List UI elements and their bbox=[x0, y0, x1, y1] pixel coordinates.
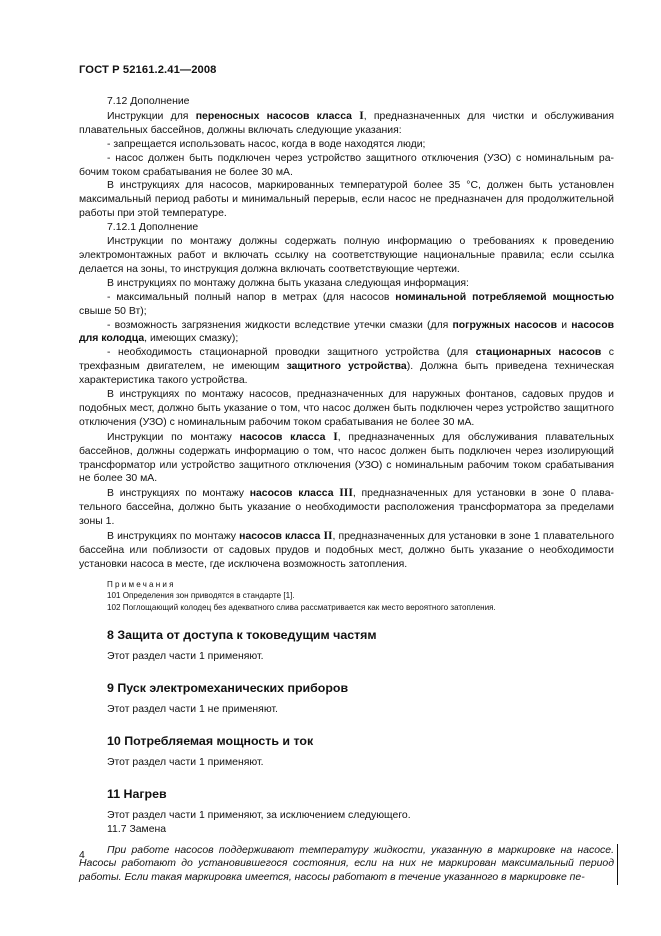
clause-11-7-title: 11.7 Замена bbox=[107, 823, 167, 835]
document-header: ГОСТ Р 52161.2.41—2008 bbox=[79, 64, 217, 76]
text-run: , предназначенных для чистки и обслуживания плавательных бассейнов, должны включать следующие указания: bbox=[79, 110, 615, 136]
clause-7-12-paragraph-1 bbox=[79, 109, 614, 138]
text-run: , предназначенных для обслуживания плавательных бассейнов, должны содержать информацию о том, что насос должен быть подключен через изолирующий трансформатор или устройство защитного отключения (УЗО) с номинальным рабочим током срабатывания не более 30 мА. bbox=[79, 431, 614, 485]
text-run: - возможность загрязнения жидкости вследствие утечки смазки (для bbox=[107, 319, 453, 331]
section-8 bbox=[79, 628, 614, 664]
section-10-heading: 10 Потребляемая мощность и ток bbox=[107, 733, 314, 748]
section-11-heading: 11 Нагрев bbox=[107, 786, 167, 801]
section-9-heading: 9 Пуск электромеханических приборов bbox=[107, 680, 349, 695]
replacement-text-block bbox=[79, 844, 618, 886]
defined-term: защитного устройства bbox=[286, 361, 407, 373]
clause-7-12-paragraph-2: В инструкциях для насосов, маркированных температурой более 35 °С, должен быть установлен максимальный период работы и минимальный перерыв, если насос не предназначен для продолжительной работы при этой температуре. bbox=[79, 180, 614, 220]
text-run: с трехфазным двигателем, не имеющим bbox=[79, 347, 614, 373]
clause-7-12-title: 7.12 Дополнение bbox=[107, 96, 190, 107]
section-10 bbox=[79, 734, 614, 770]
clause-7-12-1-item-3 bbox=[79, 346, 614, 388]
class-numeral: III bbox=[339, 486, 353, 500]
defined-term: стационарных насосов bbox=[475, 347, 602, 359]
text-run: Инструкции для bbox=[107, 110, 196, 122]
defined-term: погружных насосов bbox=[452, 319, 558, 331]
text-run: В инструкциях по монтажу bbox=[107, 531, 240, 543]
text-run: свыше 50 Вт); bbox=[79, 305, 147, 317]
page-content bbox=[79, 95, 614, 885]
clause-7-12-item-1: - запрещается использовать насос, когда в воде находятся люди; bbox=[107, 138, 426, 150]
section-11 bbox=[79, 787, 614, 886]
defined-term: насосов класса bbox=[239, 531, 324, 543]
text-run: и bbox=[557, 319, 572, 331]
note-102: 102 Поглощающий колодец без адекватного слива рассматривается как место вероятного затопления. bbox=[107, 602, 496, 612]
section-11-text: Этот раздел части 1 применяют, за исключением следующего. bbox=[107, 809, 411, 821]
clause-7-12-item-2: - насос должен быть подключен через устройство защитного отключения (УЗО) с номинальным рабочим током срабатывания не более 30 мА. bbox=[79, 152, 614, 178]
clause-7-12-1-paragraph-3: В инструкциях по монтажу насосов, предназначенных для наружных фонтанов, садовых прудов и подобных мест, должно быть указание о том, что насос должен быть подключен через устройство защитного отключения (УЗО) с номинальным рабочим током срабатывания не более 30 мА. bbox=[79, 389, 614, 428]
section-8-text: Этот раздел части 1 применяют. bbox=[107, 651, 264, 663]
page-number: 4 bbox=[79, 850, 85, 861]
clause-7-12-1-paragraph-2: В инструкциях по монтажу должна быть указана следующая информация: bbox=[107, 277, 469, 289]
clause-7-12-1-title: 7.12.1 Дополнение bbox=[107, 222, 199, 234]
text-run: Инструкции по монтажу bbox=[107, 431, 240, 443]
clause-7-12-1-paragraph-4 bbox=[79, 430, 614, 487]
text-run: - максимальный полный напор в метрах (для насосов bbox=[107, 291, 396, 303]
notes-block bbox=[79, 579, 614, 613]
section-9 bbox=[79, 681, 614, 717]
clause-7-12-1-paragraph-5 bbox=[79, 486, 614, 529]
class-numeral: I bbox=[333, 429, 338, 443]
class-numeral: II bbox=[323, 529, 333, 543]
notes-heading: Примечания bbox=[107, 579, 176, 589]
text-run: , имеющих смазку); bbox=[144, 333, 239, 345]
text-run: , предназначенных для установки в зоне 0 плавательного бассейна, должно быть указание о необходимости расположения трансформатора за пределами зоны 1. bbox=[79, 488, 614, 528]
section-8-heading: 8 Защита от доступа к токоведущим частям bbox=[107, 628, 377, 643]
text-run: - необходимость стационарной проводки защитного устройства (для bbox=[107, 347, 476, 359]
defined-term: насосов класса bbox=[249, 488, 340, 500]
note-101: 101 Определения зон приводятся в стандарте [1]. bbox=[107, 591, 295, 601]
clause-11-7-text: При работе насосов поддерживают температуру жидкости, указанную в маркировке на насосе. Насосы работают до установившегося состояния, если на них не маркирован максимальный период работы. Если такая маркировка имеется, насосы работают в течение указанного в маркировке пе- bbox=[79, 844, 614, 884]
text-run: ). Должна быть приведена техническая характеристика такого устройства. bbox=[79, 361, 614, 387]
class-numeral: I bbox=[359, 108, 364, 122]
section-9-text: Этот раздел части 1 не применяют. bbox=[107, 703, 278, 715]
defined-term: насосов класса bbox=[239, 431, 334, 443]
clause-7-12-1-paragraph-1: Инструкции по монтажу должны содержать полную информацию о требованиях к проведению электромонтажных работ и включать ссылку на соответствующие национальные правила; если ссылка делается на зоны, то инструкция должна включать соответствующие чертежи. bbox=[79, 236, 614, 275]
clause-7-12-1-item-2 bbox=[79, 319, 614, 347]
text-run: , предназначенных для установки в зоне 1 плавательного бассейна или поблизости от садовых прудов и подобных мест, должно быть указание о необходимости установки насоса в месте, где исключена возможность затопления. bbox=[79, 531, 614, 570]
clause-7-12-1-paragraph-6 bbox=[79, 529, 614, 572]
defined-term: переносных насосов класса bbox=[195, 110, 360, 122]
defined-term: насосов для колодца bbox=[79, 319, 614, 345]
section-10-text: Этот раздел части 1 применяют. bbox=[107, 756, 264, 768]
text-run: В инструкциях по монтажу bbox=[107, 488, 250, 500]
defined-term: номинальной потребляемой мощностью bbox=[395, 291, 614, 303]
clause-7-12-1-item-1 bbox=[79, 291, 614, 319]
